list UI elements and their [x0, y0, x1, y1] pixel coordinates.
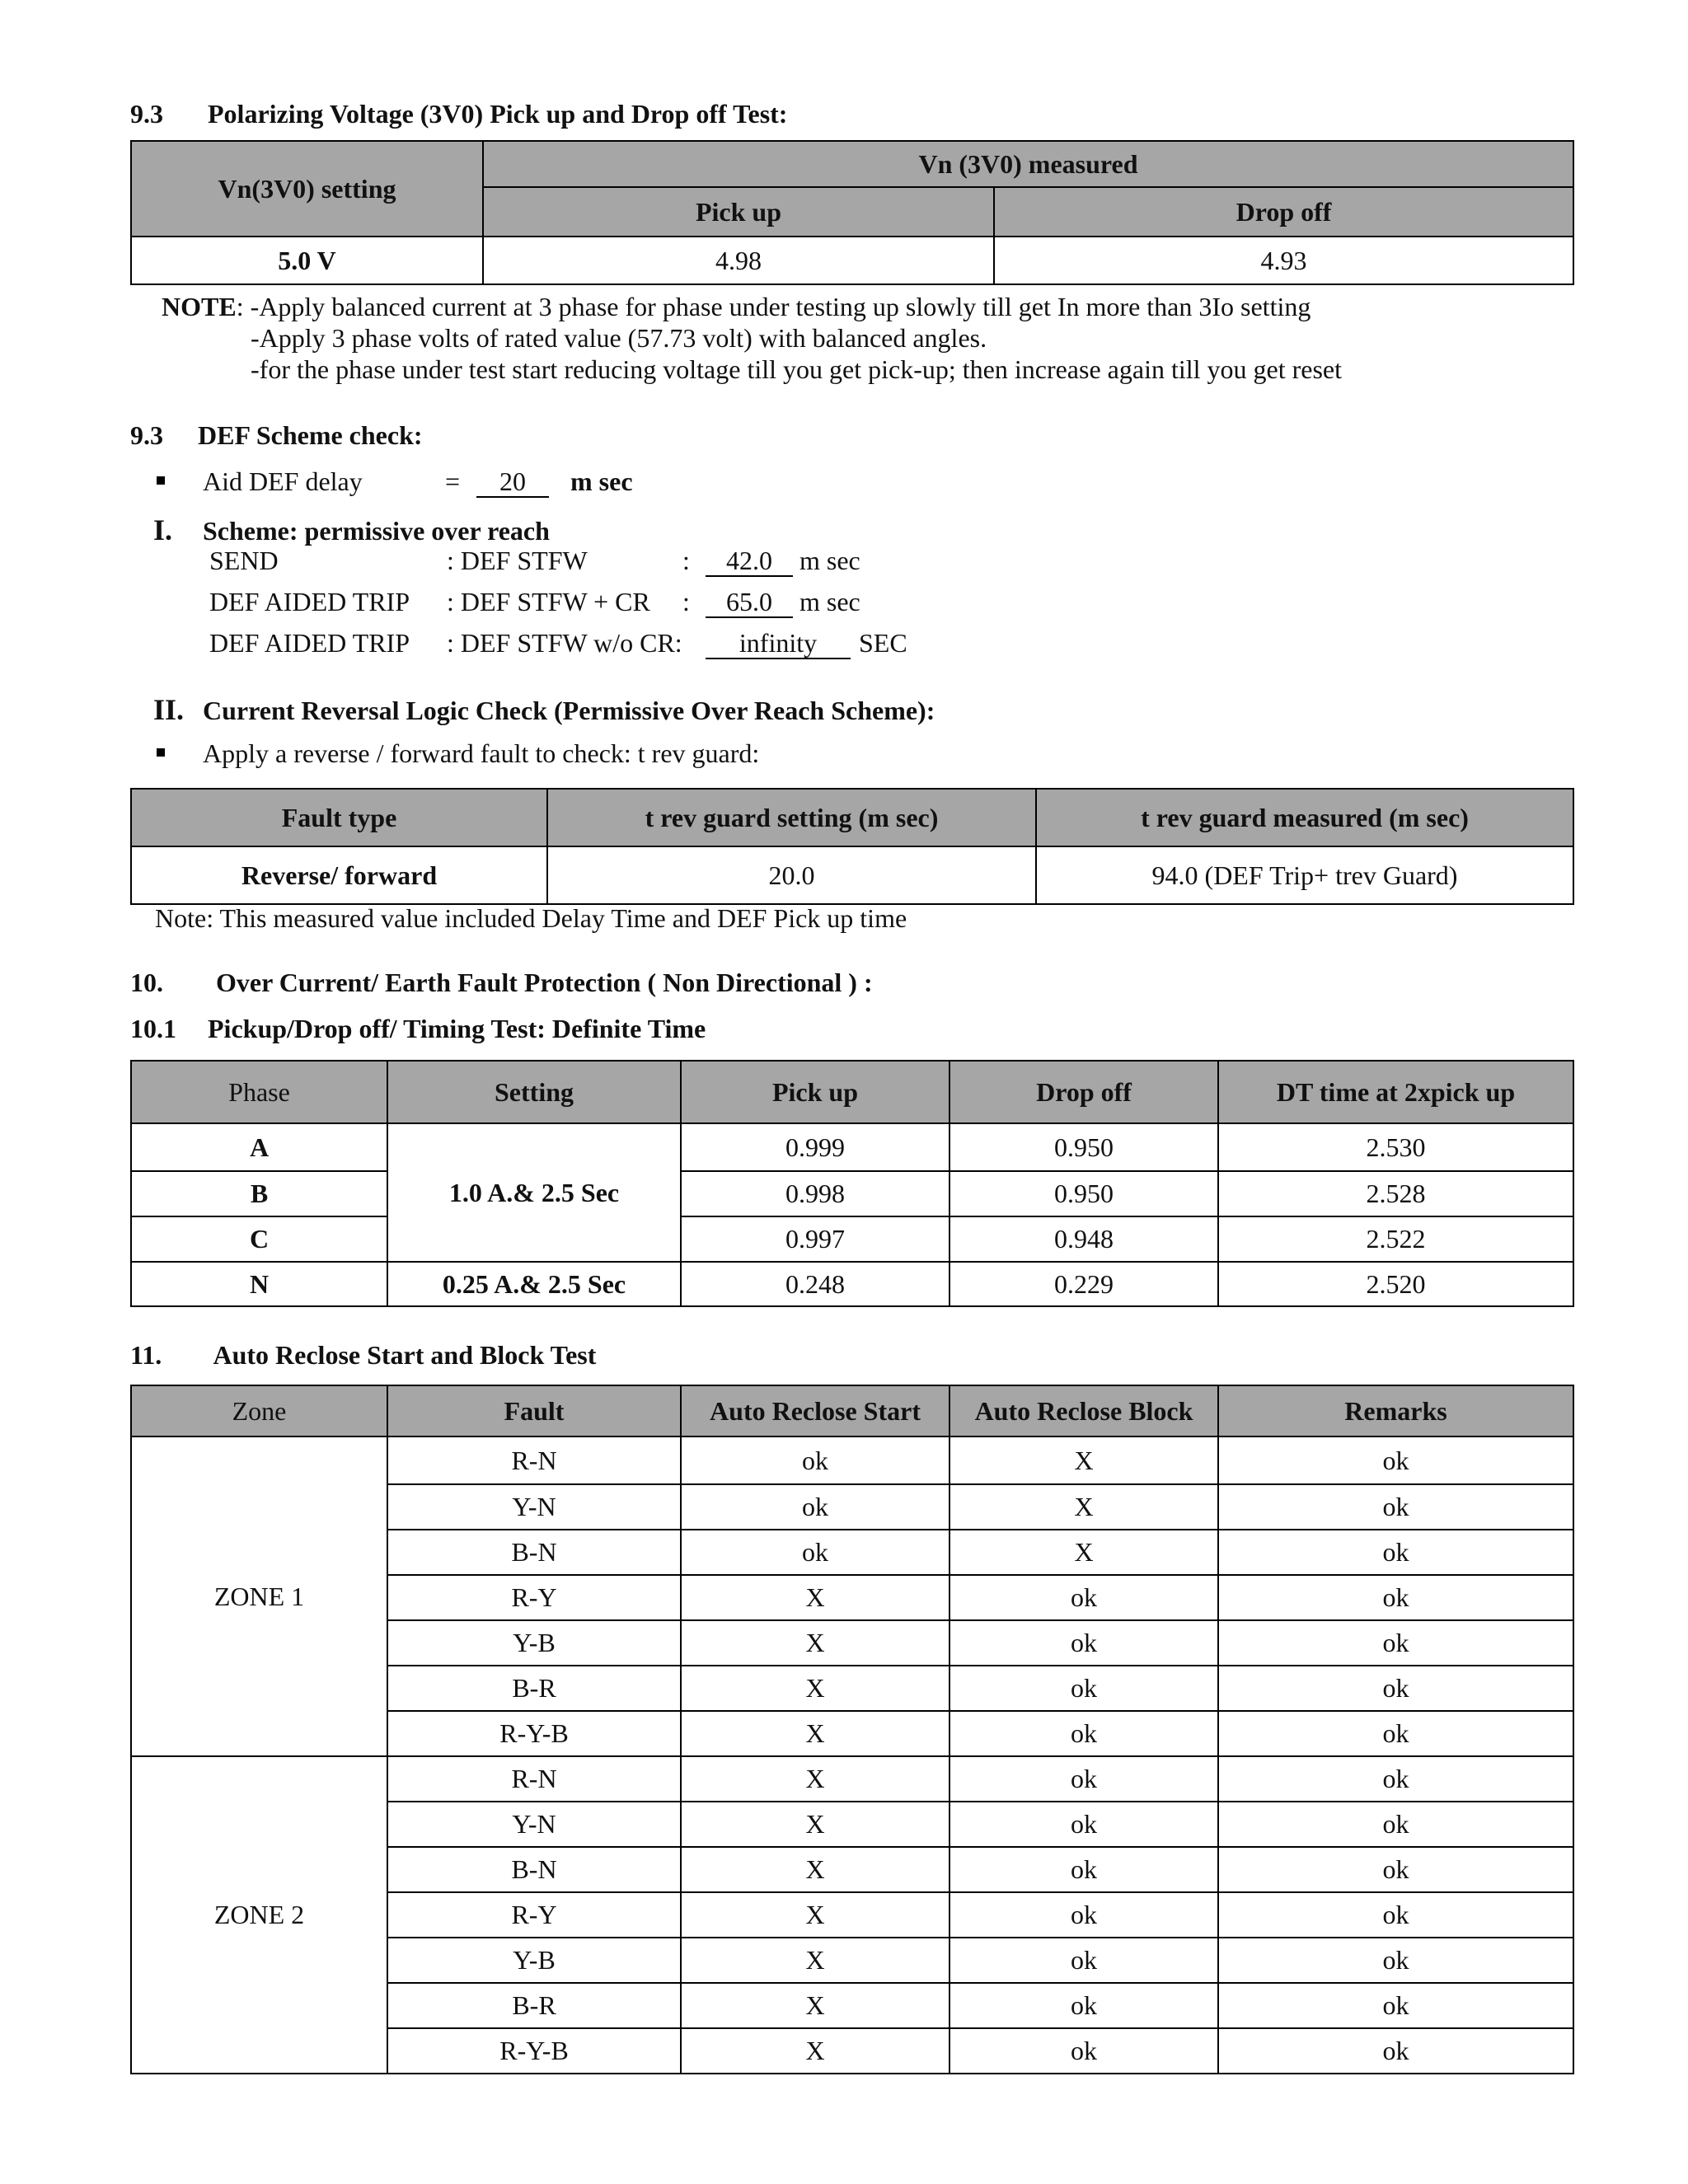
cell-remarks: ok — [1218, 1983, 1573, 2028]
cell-remarks: ok — [1218, 1847, 1573, 1892]
cell-ar-start: ok — [681, 1436, 950, 1484]
cell-dropoff: 4.93 — [994, 237, 1573, 284]
cell-remarks: ok — [1218, 2028, 1573, 2074]
scheme-row-1-value: 42.0 — [706, 546, 793, 577]
cell-phase: B — [131, 1171, 387, 1216]
cell-ar-start: X — [681, 2028, 950, 2074]
cell-fault-type: Reverse/ forward — [131, 846, 547, 904]
cell-trev-setting: 20.0 — [547, 846, 1036, 904]
cell-ar-start: X — [681, 1802, 950, 1847]
header-zone: Zone — [131, 1385, 387, 1436]
cell-remarks: ok — [1218, 1575, 1573, 1620]
header-trev-measured: t rev guard measured (m sec) — [1036, 789, 1573, 846]
polarizing-voltage-table — [130, 140, 1574, 285]
cell-zone: ZONE 1 — [131, 1436, 387, 1756]
cell-fault: Y-B — [387, 1938, 681, 1983]
header-setting: Setting — [387, 1061, 681, 1123]
cell-pickup: 0.999 — [681, 1123, 950, 1171]
current-reversal-bullet: Apply a reverse / forward fault to check: t rev guard: — [203, 738, 760, 768]
scheme-title: Scheme: permissive over reach — [203, 516, 550, 546]
header-ar-start: Auto Reclose Start — [681, 1385, 950, 1436]
cell-ar-start: X — [681, 1620, 950, 1666]
cell-ar-start: X — [681, 1983, 950, 2028]
cell-dropoff: 0.950 — [950, 1123, 1218, 1171]
header-fault: Fault — [387, 1385, 681, 1436]
scheme-row-3-a: DEF AIDED TRIP — [209, 628, 410, 658]
section-number: 10.1 — [130, 1014, 176, 1043]
scheme-row-2-b: : DEF STFW + CR — [447, 587, 650, 616]
scheme-row-2-value: 65.0 — [706, 588, 793, 618]
cell-dropoff: 0.229 — [950, 1262, 1218, 1306]
cell-fault: Y-N — [387, 1484, 681, 1530]
cell-ar-block: ok — [950, 1892, 1218, 1938]
section-title: DEF Scheme check: — [198, 420, 423, 450]
cell-ar-block: ok — [950, 1711, 1218, 1756]
header-ar-block: Auto Reclose Block — [950, 1385, 1218, 1436]
cell-remarks: ok — [1218, 1756, 1573, 1802]
cell-remarks: ok — [1218, 1666, 1573, 1711]
cell-fault: R-N — [387, 1436, 681, 1484]
cell-ar-block: ok — [950, 1802, 1218, 1847]
section-number: 11. — [130, 1340, 162, 1370]
cell-pickup: 4.98 — [483, 237, 994, 284]
cell-remarks: ok — [1218, 1711, 1573, 1756]
table-row — [131, 1436, 1573, 1484]
cell-ar-block: ok — [950, 1938, 1218, 1983]
section-10-heading — [130, 968, 873, 998]
trev-guard-table — [130, 788, 1574, 905]
cell-fault: B-R — [387, 1983, 681, 2028]
header-fault-type: Fault type — [131, 789, 547, 846]
bullet-icon — [157, 476, 165, 485]
cell-dt: 2.530 — [1218, 1123, 1573, 1171]
table-row — [131, 1262, 1573, 1306]
note-line-1 — [162, 292, 1311, 322]
cell-remarks: ok — [1218, 1802, 1573, 1847]
cell-fault: Y-B — [387, 1620, 681, 1666]
table-row — [131, 1756, 1573, 1802]
cell-remarks: ok — [1218, 1892, 1573, 1938]
cell-ar-start: X — [681, 1575, 950, 1620]
section-number: 9.3 — [130, 420, 163, 450]
cell-ar-start: ok — [681, 1484, 950, 1530]
cell-ar-start: X — [681, 1938, 950, 1983]
scheme-row-1-unit: m sec — [799, 546, 860, 575]
aid-def-delay-value: 20 — [476, 467, 549, 498]
cell-ar-block: ok — [950, 1756, 1218, 1802]
scheme-row-3-value: infinity — [706, 629, 851, 659]
cell-ar-block: ok — [950, 1620, 1218, 1666]
cell-ar-block: ok — [950, 1575, 1218, 1620]
trev-note: Note: This measured value included Delay Time and DEF Pick up time — [155, 903, 907, 933]
scheme-row-2-unit: m sec — [799, 587, 860, 616]
scheme-row-1-b: : DEF STFW — [447, 546, 588, 575]
section-title: Over Current/ Earth Fault Protection ( Non Directional ) : — [216, 968, 873, 997]
cell-fault: R-N — [387, 1756, 681, 1802]
cell-ar-start: X — [681, 1847, 950, 1892]
cell-fault: B-R — [387, 1666, 681, 1711]
header-dt-time: DT time at 2xpick up — [1218, 1061, 1573, 1123]
roman-numeral-2: II. — [153, 693, 185, 726]
scheme-row-2-c: : — [682, 587, 690, 616]
cell-fault: R-Y — [387, 1575, 681, 1620]
cell-setting: 0.25 A.& 2.5 Sec — [387, 1262, 681, 1306]
cell-ar-block: X — [950, 1484, 1218, 1530]
cell-pickup: 0.997 — [681, 1216, 950, 1262]
current-reversal-title: Current Reversal Logic Check (Permissive Over Reach Scheme): — [203, 696, 935, 725]
cell-ar-block: ok — [950, 1666, 1218, 1711]
bullet-icon — [157, 748, 165, 757]
cell-remarks: ok — [1218, 1938, 1573, 1983]
header-setting: Vn(3V0) setting — [131, 141, 483, 237]
cell-remarks: ok — [1218, 1530, 1573, 1575]
cell-trev-measured: 94.0 (DEF Trip+ trev Guard) — [1036, 846, 1573, 904]
cell-zone: ZONE 2 — [131, 1756, 387, 2074]
cell-dropoff: 0.950 — [950, 1171, 1218, 1216]
cell-phase: C — [131, 1216, 387, 1262]
header-phase: Phase — [131, 1061, 387, 1123]
cell-setting: 5.0 V — [131, 237, 483, 284]
table-row — [131, 1171, 1573, 1216]
note-label: NOTE — [162, 292, 237, 321]
cell-ar-start: ok — [681, 1530, 950, 1575]
header-remarks: Remarks — [1218, 1385, 1573, 1436]
cell-dt: 2.520 — [1218, 1262, 1573, 1306]
scheme-row-2-a: DEF AIDED TRIP — [209, 587, 410, 616]
note-text-1: : -Apply balanced current at 3 phase for phase under testing up slowly till get In more than 3Io setting — [236, 292, 1311, 321]
cell-ar-block: X — [950, 1530, 1218, 1575]
overcurrent-table — [130, 1060, 1574, 1307]
cell-ar-start: X — [681, 1711, 950, 1756]
header-pickup: Pick up — [483, 187, 994, 237]
cell-dt: 2.522 — [1218, 1216, 1573, 1262]
scheme-row-3-b: : DEF STFW w/o CR: — [447, 628, 682, 658]
header-dropoff: Drop off — [994, 187, 1573, 237]
cell-fault: B-N — [387, 1530, 681, 1575]
aid-def-delay-label: Aid DEF delay — [203, 466, 363, 496]
aid-def-delay-unit: m sec — [570, 466, 633, 496]
cell-setting: 1.0 A.& 2.5 Sec — [387, 1123, 681, 1262]
cell-remarks: ok — [1218, 1484, 1573, 1530]
note-line-3: -for the phase under test start reducing voltage till you get pick-up; then increase again till you get reset — [251, 354, 1343, 384]
cell-ar-block: ok — [950, 1847, 1218, 1892]
aid-def-delay-equals: = — [445, 466, 461, 496]
table-row — [131, 1216, 1573, 1262]
cell-phase: N — [131, 1262, 387, 1306]
cell-ar-block: ok — [950, 1983, 1218, 2028]
header-trev-setting: t rev guard setting (m sec) — [547, 789, 1036, 846]
cell-ar-start: X — [681, 1666, 950, 1711]
cell-pickup: 0.248 — [681, 1262, 950, 1306]
cell-phase: A — [131, 1123, 387, 1171]
section-title: Pickup/Drop off/ Timing Test: Definite Time — [208, 1014, 706, 1043]
section-title: Polarizing Voltage (3V0) Pick up and Drop off Test: — [208, 99, 788, 129]
section-number: 10. — [130, 968, 163, 997]
cell-dt: 2.528 — [1218, 1171, 1573, 1216]
section-def-scheme-heading — [130, 420, 423, 451]
header-measured: Vn (3V0) measured — [483, 141, 1573, 187]
cell-pickup: 0.998 — [681, 1171, 950, 1216]
section-number: 9.3 — [130, 99, 163, 129]
cell-fault: B-N — [387, 1847, 681, 1892]
cell-fault: R-Y — [387, 1892, 681, 1938]
section-title: Auto Reclose Start and Block Test — [213, 1340, 597, 1370]
cell-ar-block: ok — [950, 2028, 1218, 2074]
cell-fault: R-Y-B — [387, 1711, 681, 1756]
scheme-row-1-a: SEND — [209, 546, 279, 575]
section-9-3-heading — [130, 99, 787, 129]
cell-remarks: ok — [1218, 1436, 1573, 1484]
cell-ar-start: X — [681, 1756, 950, 1802]
header-dropoff: Drop off — [950, 1061, 1218, 1123]
cell-fault: Y-N — [387, 1802, 681, 1847]
cell-dropoff: 0.948 — [950, 1216, 1218, 1262]
cell-ar-block: X — [950, 1436, 1218, 1484]
header-pickup: Pick up — [681, 1061, 950, 1123]
auto-reclose-table — [130, 1385, 1574, 2074]
note-line-2: -Apply 3 phase volts of rated value (57.73 volt) with balanced angles. — [251, 323, 987, 353]
cell-fault: R-Y-B — [387, 2028, 681, 2074]
roman-numeral-1: I. — [153, 513, 173, 546]
table-row — [131, 1123, 1573, 1171]
section-10-1-heading — [130, 1014, 706, 1044]
scheme-row-1-c: : — [682, 546, 690, 575]
section-11-heading — [130, 1340, 596, 1371]
scheme-row-3-unit: SEC — [859, 628, 907, 658]
cell-remarks: ok — [1218, 1620, 1573, 1666]
cell-ar-start: X — [681, 1892, 950, 1938]
